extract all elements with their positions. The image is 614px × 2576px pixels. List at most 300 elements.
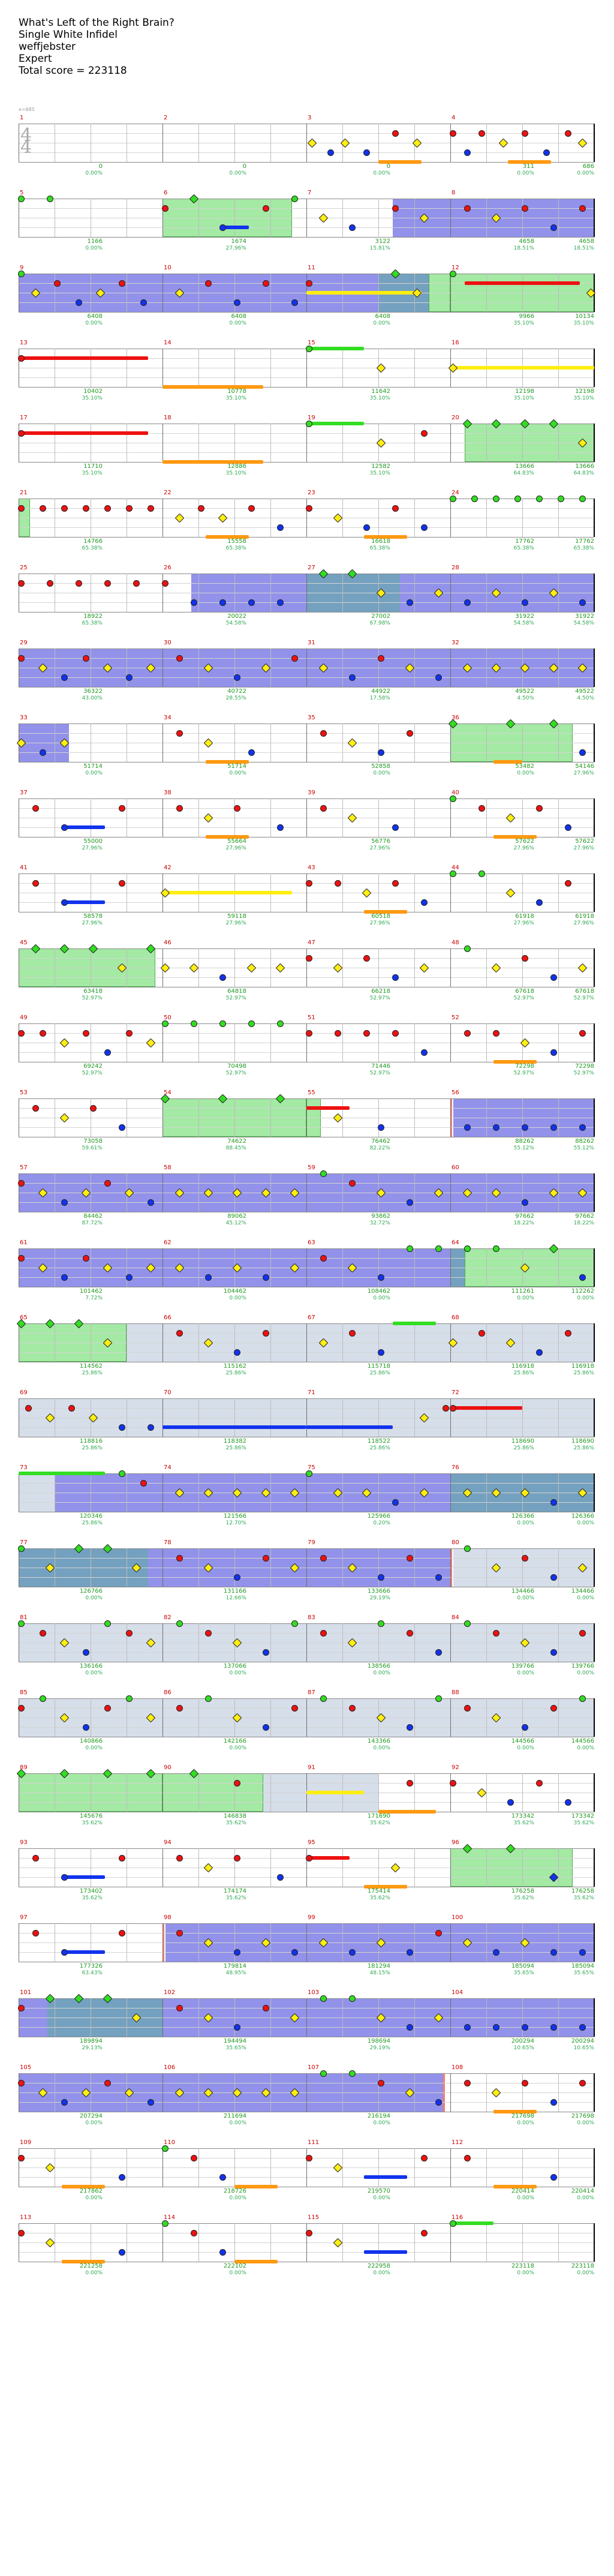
beat-line [486, 798, 487, 837]
measure-score: 118382 [223, 1438, 246, 1445]
note-red [198, 505, 204, 512]
sustain-yellow [162, 891, 292, 894]
beat-line [414, 1773, 415, 1812]
system-end-score: 72298 [575, 1063, 594, 1070]
note-red [421, 430, 428, 437]
measure-percent: 64.83% [513, 470, 534, 476]
note-red [76, 580, 82, 587]
measure-line [162, 1773, 163, 1812]
note-blue [543, 149, 550, 156]
note-red [522, 955, 528, 962]
measure-score: 36322 [83, 688, 103, 695]
system-end-line [594, 2148, 595, 2187]
note-green [126, 1695, 133, 1702]
note-red [162, 205, 168, 212]
measure-line [162, 1473, 163, 1512]
note-red [378, 2080, 384, 2086]
note-red [522, 1555, 528, 1562]
sustain-blue [62, 1875, 105, 1879]
note-red [104, 2080, 111, 2086]
measure-score: 9966 [519, 313, 534, 320]
beat-line [378, 1548, 379, 1587]
note-green [450, 870, 456, 877]
note-red [478, 1330, 485, 1337]
note-blue [219, 599, 226, 606]
measure-score: 131166 [223, 1588, 246, 1595]
note-blue [263, 1274, 269, 1281]
note-red [421, 2155, 428, 2161]
system-end-percent: 10.65% [573, 2045, 594, 2051]
beat-line [486, 499, 487, 537]
beat-line [414, 2223, 415, 2262]
system-end-percent: 35.10% [573, 395, 594, 401]
measure-score: 12582 [371, 463, 390, 470]
note-yellow [247, 963, 257, 973]
measure-score: 174174 [223, 1888, 246, 1895]
measure-number: 14 [164, 340, 171, 346]
note-blue [435, 674, 442, 681]
beat-line [198, 424, 199, 462]
chart-system [19, 340, 594, 401]
note-red [126, 1630, 133, 1637]
beat-line [414, 1998, 415, 2037]
system-end-percent: 18.51% [573, 245, 594, 251]
note-green [47, 196, 53, 202]
measure-score: 57622 [515, 838, 534, 845]
system-end-score: 176258 [571, 1888, 594, 1895]
beat-line [486, 1248, 487, 1287]
measure-line [450, 499, 451, 537]
measure-score: 69242 [83, 1063, 103, 1070]
note-red [550, 1705, 557, 1712]
measure-percent: 0.00% [517, 2195, 534, 2201]
measure-number: 30 [164, 640, 171, 646]
measure-percent: 10.65% [513, 2045, 534, 2051]
note-green [306, 346, 312, 352]
measure-score: 71446 [371, 1063, 390, 1070]
note-green [40, 1695, 46, 1702]
chart-system [19, 939, 594, 1001]
measure-score: 63418 [83, 988, 103, 995]
measure-number: 84 [452, 1614, 459, 1621]
beat-line [198, 2223, 199, 2262]
chart-system [19, 265, 594, 326]
measure-number: 45 [20, 939, 28, 946]
note-blue [234, 1949, 240, 1956]
beat-line [342, 723, 343, 762]
chart-system [19, 1614, 594, 1676]
context-label: x=685 [19, 107, 35, 112]
system-end-score: 134466 [571, 1588, 594, 1595]
measure-line [306, 1623, 307, 1662]
system-end-score: 54146 [575, 763, 594, 770]
note-red [176, 2005, 183, 2011]
note-red [176, 1330, 183, 1337]
beat-line [558, 948, 559, 987]
measure-score: 3122 [375, 238, 390, 245]
beat-line [342, 1323, 343, 1362]
note-red [579, 1030, 586, 1037]
note-blue [536, 899, 543, 906]
measure-number: 83 [308, 1614, 315, 1621]
measure-percent: 0.00% [229, 770, 246, 776]
chart-system [19, 1914, 594, 1976]
measure-line [162, 1248, 163, 1287]
system-end-score: 13666 [575, 463, 594, 470]
beat-line [198, 1173, 199, 1212]
note-red [450, 1405, 456, 1412]
measure-line [306, 873, 307, 912]
measure-percent: 0.00% [229, 170, 246, 176]
beat-line [270, 424, 271, 462]
measure-percent: 27.96% [82, 845, 103, 851]
beat-line [378, 873, 379, 912]
measure-score: 133666 [367, 1588, 390, 1595]
system-end-score: 17762 [575, 538, 594, 545]
measure-line [306, 574, 307, 612]
note-blue [407, 2024, 413, 2031]
note-green [18, 1620, 25, 1627]
beat-line [486, 2223, 487, 2262]
beat-line [522, 274, 523, 312]
note-red [176, 655, 183, 662]
system-end-percent: 0.00% [577, 1670, 594, 1676]
beat-line [270, 1548, 271, 1587]
measure-number: 87 [308, 1689, 315, 1696]
beat-line [270, 2148, 271, 2187]
system-end-percent: 4.50% [577, 695, 594, 701]
beat-line [558, 1698, 559, 1737]
measure-line [162, 723, 163, 762]
beat-line [378, 2223, 379, 2262]
note-yellow [362, 888, 372, 898]
measure-percent: 25.86% [225, 1370, 246, 1376]
note-blue [579, 1274, 586, 1281]
note-green [205, 1695, 212, 1702]
note-blue [40, 749, 46, 756]
note-blue [234, 674, 240, 681]
measure-score: 108462 [367, 1288, 390, 1295]
measure-number: 17 [20, 415, 28, 421]
beat-line [198, 798, 199, 837]
note-blue [550, 1574, 557, 1581]
note-green [18, 196, 25, 202]
note-blue [119, 2249, 125, 2256]
measure-score: 0 [386, 163, 390, 170]
beat-line [558, 124, 559, 162]
measure-percent: 65.38% [225, 545, 246, 551]
system-end-score: 10134 [575, 313, 594, 320]
beat-line [234, 948, 235, 987]
system-end-percent: 55.12% [573, 1145, 594, 1151]
note-green [291, 196, 298, 202]
note-red [579, 1630, 586, 1637]
note-green [378, 1620, 384, 1627]
measure-percent: 48.95% [225, 1970, 246, 1976]
measure-number: 94 [164, 1839, 171, 1846]
measure-percent: 0.00% [373, 2195, 390, 2201]
measure-score: 66218 [371, 988, 390, 995]
system-end-score: 31922 [575, 613, 594, 620]
measure-percent: 52.97% [369, 995, 390, 1001]
measure-number: 59 [308, 1164, 315, 1171]
chart-system [19, 1839, 594, 1901]
beat-line [342, 798, 343, 837]
song-title: What's Left of the Right Brain? [19, 17, 174, 29]
note-green [493, 496, 499, 502]
measure-score: 64818 [227, 988, 246, 995]
measure-score: 11710 [83, 463, 103, 470]
instrument-name: Single White Infidel [19, 29, 118, 41]
system-end-percent: 18.22% [573, 1220, 594, 1226]
measure-line [306, 1098, 307, 1137]
measure-percent: 0.00% [229, 2270, 246, 2276]
sustain-blue [62, 1950, 105, 1954]
note-blue [83, 1724, 89, 1731]
system-end-percent: 25.86% [573, 1445, 594, 1451]
beat-line [414, 873, 415, 912]
measure-number: 92 [452, 1764, 459, 1771]
beat-line [486, 1998, 487, 2037]
measure-percent: 0.00% [85, 2120, 103, 2126]
system-end-percent: 35.10% [573, 320, 594, 326]
note-yellow [348, 738, 357, 748]
measure-percent: 87.72% [82, 1220, 103, 1226]
measure-score: 61918 [515, 913, 534, 920]
measure-score: 55664 [227, 838, 246, 845]
measure-number: 99 [308, 1914, 315, 1921]
beat-line [558, 1398, 559, 1437]
system-end-percent: 54.58% [573, 620, 594, 626]
system-end-line [594, 1698, 595, 1737]
measure-percent: 27.96% [225, 245, 246, 251]
measure-percent: 0.00% [517, 770, 534, 776]
measure-percent: 0.00% [517, 1520, 534, 1526]
note-blue [263, 1724, 269, 1731]
beat-line [522, 798, 523, 837]
measure-number: 33 [20, 714, 28, 721]
beat-line [342, 1698, 343, 1737]
note-blue [579, 749, 586, 756]
beat-line [270, 1098, 271, 1137]
measure-percent: 0.00% [373, 1295, 390, 1301]
beat-line [198, 2073, 199, 2112]
sustain-red [19, 356, 148, 360]
measure-number: 13 [20, 340, 28, 346]
note-blue [61, 2099, 68, 2106]
lane-line [19, 237, 594, 238]
measure-score: 13666 [515, 463, 534, 470]
measure-number: 52 [452, 1014, 459, 1021]
sustain-green [393, 1322, 436, 1325]
measure-score: 173402 [79, 1888, 103, 1895]
measure-score: 76462 [371, 1138, 390, 1145]
note-blue [421, 524, 428, 531]
beat-line [234, 798, 235, 837]
note-red [83, 1030, 89, 1037]
system-end-line [594, 1098, 595, 1137]
beat-line [378, 798, 379, 837]
measure-number: 56 [452, 1089, 459, 1096]
measure-percent: 52.97% [513, 1070, 534, 1076]
measure-score: 20022 [227, 613, 246, 620]
measure-percent: 35.10% [225, 395, 246, 401]
note-red [83, 1255, 89, 1262]
measure-line [306, 424, 307, 462]
note-blue [234, 1574, 240, 1581]
measure-percent: 65.38% [369, 545, 390, 551]
measure-line [162, 199, 163, 237]
note-red [18, 505, 25, 512]
measure-percent: 54.58% [225, 620, 246, 626]
note-blue [291, 299, 298, 306]
beat-line [198, 1473, 199, 1512]
beat-line [270, 274, 271, 312]
note-red [320, 805, 327, 812]
measure-number: 105 [20, 2064, 32, 2071]
measure-line [450, 574, 451, 612]
measure-percent: 0.00% [85, 320, 103, 326]
note-red [191, 2230, 197, 2236]
measure-number: 97 [20, 1914, 28, 1921]
note-red [32, 880, 39, 887]
chart-system [19, 415, 594, 476]
system-end-score: 57622 [575, 838, 594, 845]
measure-number: 58 [164, 1164, 171, 1171]
measure-score: 177326 [79, 1963, 103, 1969]
note-red [18, 2080, 25, 2086]
beat-line [198, 1548, 199, 1587]
measure-score: 97662 [515, 1213, 534, 1220]
measure-score: 218726 [223, 2188, 246, 2194]
system-end-line [594, 2223, 595, 2262]
measure-number: 15 [308, 340, 315, 346]
note-blue [205, 1274, 212, 1281]
measure-number: 114 [164, 2214, 176, 2221]
system-end-line [594, 1173, 595, 1212]
beat-line [486, 1398, 487, 1437]
note-blue [234, 1349, 240, 1356]
beat-line [522, 124, 523, 162]
system-end-percent: 52.97% [573, 995, 594, 1001]
measure-score: 126766 [79, 1588, 103, 1595]
measure-number: 88 [452, 1689, 459, 1696]
measure-percent: 0.00% [373, 170, 390, 176]
note-green [219, 1020, 226, 1027]
note-red [579, 205, 586, 212]
measure-number: 108 [452, 2064, 463, 2071]
note-red [18, 2005, 25, 2011]
note-blue [277, 524, 284, 531]
measure-number: 54 [164, 1089, 171, 1096]
note-blue [327, 149, 334, 156]
sustain-red [450, 1406, 522, 1410]
measure-line [306, 723, 307, 762]
beat-line [558, 1773, 559, 1812]
note-blue [363, 524, 370, 531]
note-red [464, 1705, 471, 1712]
measure-number: 76 [452, 1464, 459, 1471]
sustain-blue [62, 825, 105, 829]
measure-number: 63 [308, 1239, 315, 1246]
measure-percent: 27.96% [225, 845, 246, 851]
system-end-percent: 0.00% [577, 1595, 594, 1601]
beat-line [486, 424, 487, 462]
note-red [306, 505, 312, 512]
measure-percent: 29.19% [369, 1595, 390, 1601]
note-blue [493, 1949, 499, 1956]
measure-line [450, 1998, 451, 2037]
beat-line [486, 2073, 487, 2112]
beat-line [198, 349, 199, 387]
note-green [320, 1695, 327, 1702]
measure-number: 64 [452, 1239, 459, 1246]
beat-line [198, 1773, 199, 1812]
measure-line [306, 1998, 307, 2037]
measure-score: 12198 [515, 388, 534, 395]
note-red [176, 805, 183, 812]
measure-percent: 0.00% [85, 245, 103, 251]
beat-line [558, 1848, 559, 1887]
measure-number: 31 [308, 640, 315, 646]
sustain-blue [162, 1425, 306, 1429]
measure-number: 115 [308, 2214, 320, 2221]
note-yellow [333, 2163, 343, 2173]
note-red [335, 1030, 341, 1037]
lane-line [19, 537, 594, 538]
beat-line [270, 1773, 271, 1812]
beat-line [378, 723, 379, 762]
measure-percent: 0.00% [229, 320, 246, 326]
note-green [18, 1545, 25, 1552]
measure-percent: 0.00% [85, 770, 103, 776]
beat-line [234, 1848, 235, 1887]
note-red [119, 880, 125, 887]
beat-line [414, 1323, 415, 1362]
note-red [263, 1330, 269, 1337]
note-blue [550, 1499, 557, 1506]
measure-number: 75 [308, 1464, 315, 1471]
note-green [478, 870, 485, 877]
note-blue [76, 299, 82, 306]
note-red [349, 1180, 356, 1187]
measure-percent: 25.86% [369, 1445, 390, 1451]
note-yellow [578, 139, 588, 148]
measure-percent: 12.66% [225, 1595, 246, 1601]
note-red [392, 880, 399, 887]
measure-number: 4 [452, 115, 456, 121]
note-blue [119, 2174, 125, 2181]
measure-score: 223118 [511, 2263, 534, 2269]
note-blue [61, 824, 68, 831]
measure-score: 10778 [227, 388, 246, 395]
system-end-line [594, 124, 595, 162]
beat-line [198, 199, 199, 237]
note-red [148, 505, 154, 512]
beat-line [378, 199, 379, 237]
note-red [18, 1255, 25, 1262]
note-green [320, 2070, 327, 2077]
note-yellow [499, 139, 508, 148]
measure-percent: 18.51% [513, 245, 534, 251]
measure-number: 38 [164, 789, 171, 796]
beat-line [558, 1998, 559, 2037]
note-red [83, 655, 89, 662]
measure-percent: 35.65% [513, 1970, 534, 1976]
note-red [306, 2155, 312, 2161]
beat-line [198, 1848, 199, 1887]
measure-line [450, 1548, 451, 1587]
